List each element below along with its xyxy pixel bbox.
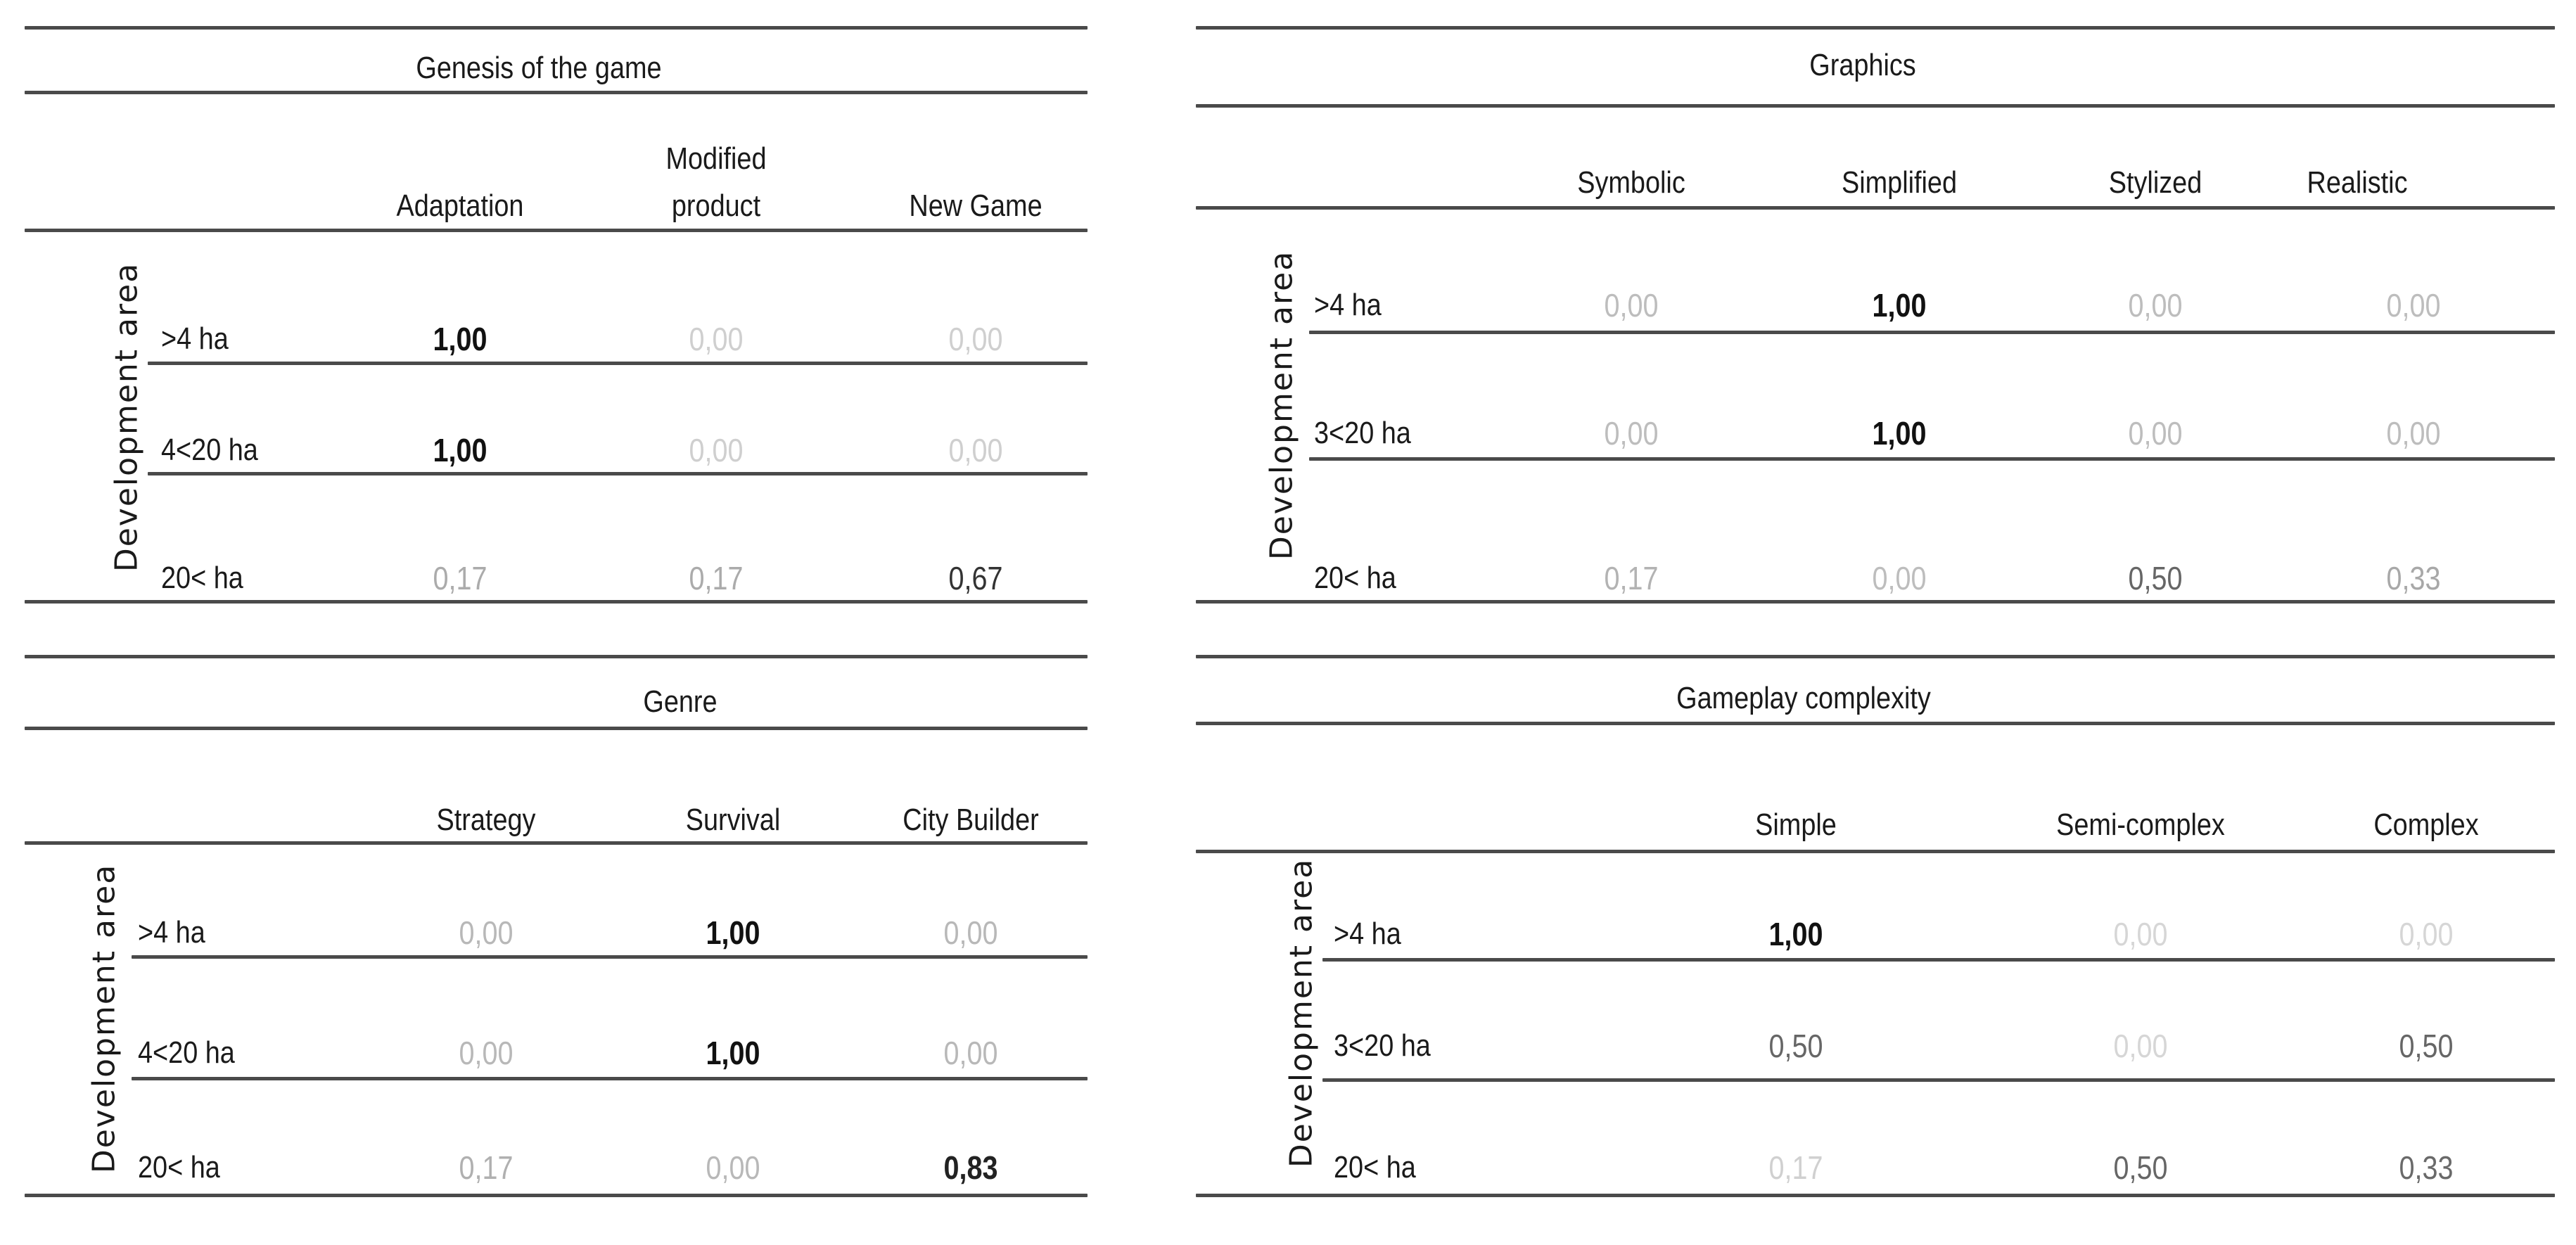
rule-row: [1309, 457, 2555, 461]
table-cell: 1,00: [433, 432, 487, 468]
rule-bottom: [25, 600, 1088, 604]
row-label: 20< ha: [161, 561, 243, 595]
table-cell: 0,00: [2128, 287, 2183, 324]
table-title: Genesis of the game: [416, 51, 662, 85]
row-label: >4 ha: [161, 321, 229, 356]
column-header-simplified: Simplified: [1841, 165, 1958, 200]
row-label: 20< ha: [1334, 1150, 1416, 1185]
rule-top: [25, 26, 1088, 30]
table-title: Genre: [643, 684, 718, 719]
rule-row: [1322, 958, 2555, 962]
table-cell: 0,00: [689, 321, 744, 357]
rule-header-bottom: [25, 841, 1088, 845]
table-cell: 0,50: [2113, 1149, 2168, 1186]
table-cell: 1,00: [433, 321, 487, 357]
rule-bottom: [25, 1194, 1088, 1197]
table-cell: 0,00: [948, 432, 1003, 468]
row-axis-label: Development area: [108, 262, 145, 573]
row-label: 4<20 ha: [138, 1035, 235, 1070]
column-header-semi-complex: Semi-complex: [2056, 807, 2225, 842]
table-cell: 0,00: [2113, 916, 2168, 952]
rule-header-bottom: [25, 229, 1088, 232]
rule-row: [132, 1077, 1088, 1080]
column-header-modified-line2: product: [671, 189, 761, 223]
table-cell: 0,00: [459, 914, 514, 951]
column-header-complex: Complex: [2373, 807, 2479, 842]
rule-bottom: [1196, 600, 2555, 604]
rule-row: [148, 472, 1088, 475]
column-header-realistic: Realistic: [2307, 165, 2408, 200]
row-label: 3<20 ha: [1334, 1028, 1431, 1063]
rule-under-title: [25, 91, 1088, 94]
row-axis-label: Development area: [1283, 857, 1320, 1168]
row-axis-label: Development area: [1263, 250, 1300, 561]
table-cell: 0,00: [948, 321, 1003, 357]
table-cell: 0,17: [459, 1149, 514, 1186]
rule-row: [132, 955, 1088, 959]
column-header-symbolic: Symbolic: [1577, 165, 1685, 200]
table-title: Graphics: [1809, 48, 1916, 82]
row-axis-label: Development area: [86, 863, 122, 1174]
table-cell: 1,00: [1768, 916, 1823, 952]
table-cell: 0,00: [689, 432, 744, 468]
rule-top: [1196, 26, 2555, 30]
rule-top: [1196, 655, 2555, 658]
column-header-city-builder: City Builder: [903, 803, 1039, 837]
table-cell: 0,00: [943, 1035, 998, 1071]
column-header-survival: Survival: [685, 803, 781, 837]
rule-header-bottom: [1196, 850, 2555, 853]
table-cell: 0,00: [2386, 287, 2441, 324]
rule-row: [1309, 331, 2555, 334]
table-title: Gameplay complexity: [1676, 681, 1931, 715]
column-header-new-game: New Game: [909, 189, 1042, 223]
table-cell: 0,83: [943, 1149, 998, 1186]
table-cell: 0,00: [943, 914, 998, 951]
rule-row: [1322, 1078, 2555, 1082]
column-header-strategy: Strategy: [436, 803, 536, 837]
table-cell: 0,17: [1604, 560, 1659, 596]
table-cell: 0,00: [2399, 916, 2454, 952]
table-cell: 0,67: [948, 560, 1003, 596]
table-cell: 0,50: [2399, 1028, 2454, 1064]
column-header-simple: Simple: [1755, 807, 1837, 842]
row-label: >4 ha: [1314, 288, 1382, 322]
column-header-adaptation: Adaptation: [396, 189, 524, 223]
table-cell: 0,17: [689, 560, 744, 596]
row-label: 20< ha: [138, 1150, 220, 1185]
table-cell: 0,17: [433, 560, 487, 596]
rule-row: [148, 362, 1088, 365]
table-cell: 1,00: [1872, 287, 1927, 324]
table-cell: 0,00: [1604, 415, 1659, 452]
table-cell: 0,00: [2386, 415, 2441, 452]
rule-top: [25, 655, 1088, 658]
rule-under-title: [1196, 104, 2555, 108]
table-cell: 1,00: [1872, 415, 1927, 452]
table-cell: 0,00: [2113, 1028, 2168, 1064]
table-cell: 0,00: [1604, 287, 1659, 324]
table-cell: 1,00: [706, 1035, 760, 1071]
table-cell: 1,00: [706, 914, 760, 951]
table-cell: 0,33: [2399, 1149, 2454, 1186]
table-cell: 0,00: [459, 1035, 514, 1071]
table-cell: 0,00: [706, 1149, 760, 1186]
row-label: 20< ha: [1314, 561, 1396, 595]
row-label: >4 ha: [138, 915, 205, 950]
row-label: >4 ha: [1334, 917, 1401, 951]
rule-under-title: [25, 727, 1088, 730]
rule-under-title: [1196, 722, 2555, 725]
table-cell: 0,00: [2128, 415, 2183, 452]
rule-header-bottom: [1196, 206, 2555, 210]
table-cell: 0,50: [1768, 1028, 1823, 1064]
table-cell: 0,33: [2386, 560, 2441, 596]
rule-bottom: [1196, 1194, 2555, 1197]
column-header-modified-line1: Modified: [665, 141, 767, 176]
table-cell: 0,17: [1768, 1149, 1823, 1186]
row-label: 4<20 ha: [161, 433, 258, 467]
table-cell: 0,50: [2128, 560, 2183, 596]
row-label: 3<20 ha: [1314, 416, 1411, 450]
table-cell: 0,00: [1872, 560, 1927, 596]
column-header-stylized: Stylized: [2108, 165, 2202, 200]
